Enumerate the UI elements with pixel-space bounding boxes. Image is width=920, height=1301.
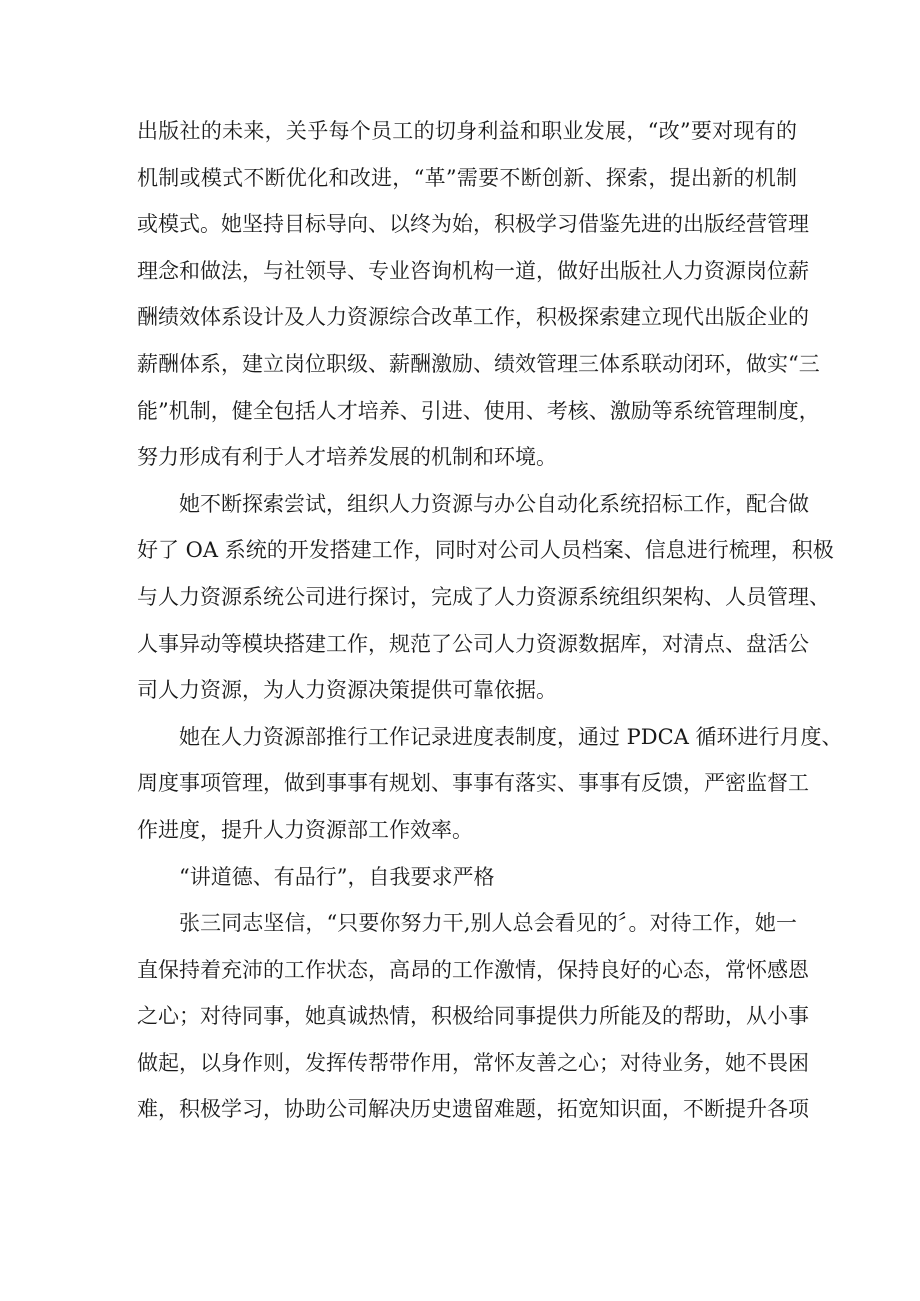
text-line: 难，积极学习，协助公司解决历史遗留难题，拓宽知识面，不断提升各项	[137, 1097, 809, 1122]
text-line: 与人力资源系统公司进行探讨，完成了人力资源系统组织架构、人员管理、	[137, 584, 830, 609]
text-line: 能”机制，健全包括人才培养、引进、使用、考核、激励等系统管理制度，	[137, 398, 820, 423]
text-line: 之心；对待同事，她真诚热情，积极给同事提供力所能及的帮助，从小事	[137, 1004, 809, 1029]
text-line: 周度事项管理，做到事事有规划、事事有落实、事事有反馈，严密监督工	[137, 771, 809, 796]
text-line: 努力形成有利于人才培养发展的机制和环境。	[137, 445, 557, 470]
paragraph-ethics	[137, 900, 809, 1133]
text-line: 直保持着充沛的工作状态，高昂的工作激情，保持良好的心态，常怀感恩	[137, 957, 809, 982]
document-body	[137, 108, 843, 1133]
text-line: 或模式。她坚持目标导向、以终为始，积极学习借鉴先进的出版经营管理	[137, 212, 809, 237]
text-line: 好了 OA 系统的开发搭建工作，同时对公司人员档案、信息进行梳理，积极	[137, 538, 834, 563]
text-line: 她在人力资源部推行工作记录进度表制度，通过 PDCA 循环进行月度、	[179, 724, 843, 749]
text-line: 司人力资源，为人力资源决策提供可靠依据。	[137, 678, 557, 703]
text-line: 她不断探索尝试，组织人力资源与办公自动化系统招标工作，配合做	[179, 491, 809, 516]
text-line: 出版社的未来，关乎每个员工的切身利益和职业发展，“改”要对现有的	[137, 119, 797, 143]
paragraph-reform-mechanism	[137, 108, 820, 481]
paragraph-pdca	[137, 714, 843, 854]
text-line: 薪酬体系，建立岗位职级、薪酬激励、绩效管理三体系联动闭环，做实“三	[137, 351, 820, 376]
text-line: 张三同志坚信，“只要你努力干,别人总会看见的〞。对待工作，她一	[179, 911, 797, 936]
heading-line: “讲道德、有品行”，自我要求严格	[179, 864, 495, 889]
paragraph-oa-system	[137, 481, 834, 714]
text-line: 人事异动等模块搭建工作，规范了公司人力资源数据库，对清点、盘活公	[137, 631, 809, 656]
section-heading	[137, 854, 797, 901]
text-line: 酬绩效体系设计及人力资源综合改革工作，积极探索建立现代出版企业的	[137, 305, 809, 330]
text-line: 机制或模式不断优化和改进，“革”需要不断创新、探索，提出新的机制	[137, 165, 797, 190]
text-line: 理念和做法，与社领导、专业咨询机构一道，做好出版社人力资源岗位薪	[137, 258, 809, 283]
text-line: 作进度，提升人力资源部工作效率。	[137, 817, 473, 842]
text-line: 做起，以身作则，发挥传帮带作用，常怀友善之心；对待业务，她不畏困	[137, 1050, 809, 1075]
